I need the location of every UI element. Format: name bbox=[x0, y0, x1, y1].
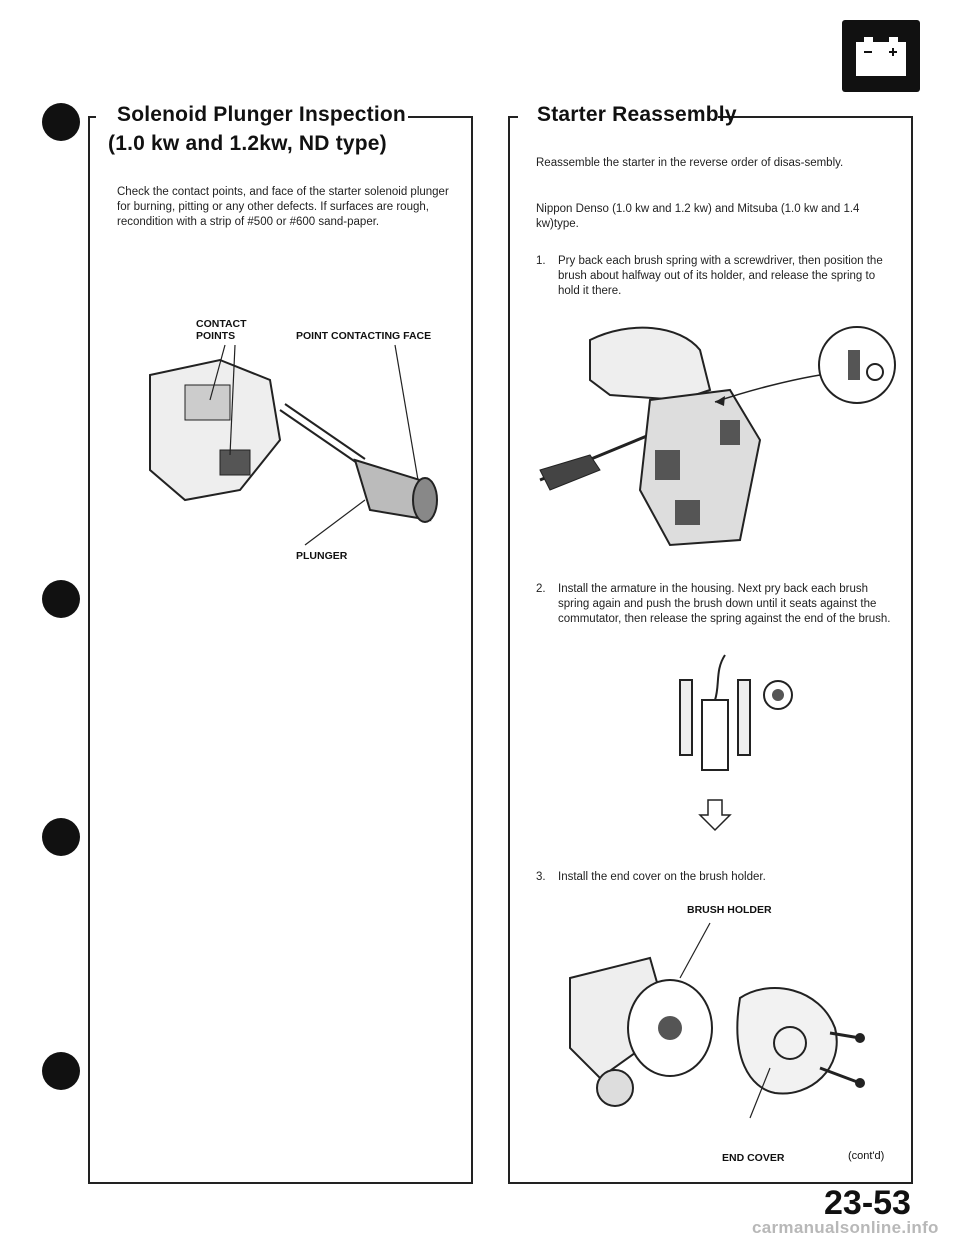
solenoid-plunger-illustration bbox=[130, 340, 460, 550]
left-panel bbox=[88, 116, 473, 1184]
step-1-number: 1. bbox=[536, 255, 546, 267]
right-section-title: Starter Reassembly bbox=[537, 103, 737, 126]
footer-watermark: carmanualsonline.info bbox=[752, 1218, 939, 1237]
left-body-text: Check the contact points, and face of the starter solenoid plunger for burning, pitting or any other defects. If surfaces are rough, recondition with a strip of #500 or #600 sand-paper. bbox=[117, 186, 449, 228]
left-section-title-line1: Solenoid Plunger Inspection bbox=[117, 103, 406, 126]
label-plunger: PLUNGER bbox=[296, 550, 348, 562]
step-2 bbox=[536, 582, 896, 644]
binder-hole-4 bbox=[42, 1052, 80, 1090]
label-contact-points-1: CONTACT bbox=[196, 318, 247, 330]
armature-brush-illustration bbox=[660, 650, 810, 835]
label-contd: (cont'd) bbox=[848, 1150, 885, 1162]
label-brush-holder: BRUSH HOLDER bbox=[687, 904, 772, 916]
step-1 bbox=[536, 254, 896, 302]
brush-spring-illustration bbox=[530, 310, 905, 555]
binder-hole-2 bbox=[42, 580, 80, 618]
binder-hole-3 bbox=[42, 818, 80, 856]
left-section-title-line2: (1.0 kw and 1.2kw, ND type) bbox=[108, 132, 387, 155]
page-number: 23-53 bbox=[824, 1184, 911, 1222]
end-cover-illustration bbox=[560, 918, 890, 1128]
label-point-contacting-face: POINT CONTACTING FACE bbox=[296, 330, 432, 342]
label-contact-points-2: POINTS bbox=[196, 330, 236, 342]
step-2-text: Install the armature in the housing. Next pry back each brush spring again and push the brush down until it seats against the commutator, then release the spring against the end of the brush. bbox=[558, 583, 891, 625]
step-3-text: Install the end cover on the brush holder. bbox=[558, 871, 766, 883]
battery-icon bbox=[842, 20, 920, 92]
binder-hole-1 bbox=[42, 103, 80, 141]
right-subhead-text: Nippon Denso (1.0 kw and 1.2 kw) and Mitsuba (1.0 kw and 1.4 kw)type. bbox=[536, 203, 860, 230]
step-1-text: Pry back each brush spring with a screwdriver, then position the brush about halfway out of its holder, and release the spring to hold it there. bbox=[558, 255, 883, 297]
step-2-number: 2. bbox=[536, 583, 546, 595]
right-intro-text: Reassemble the starter in the reverse order of disas-sembly. bbox=[536, 157, 844, 169]
step-3 bbox=[536, 870, 896, 888]
step-3-number: 3. bbox=[536, 871, 546, 883]
label-end-cover: END COVER bbox=[722, 1152, 785, 1164]
